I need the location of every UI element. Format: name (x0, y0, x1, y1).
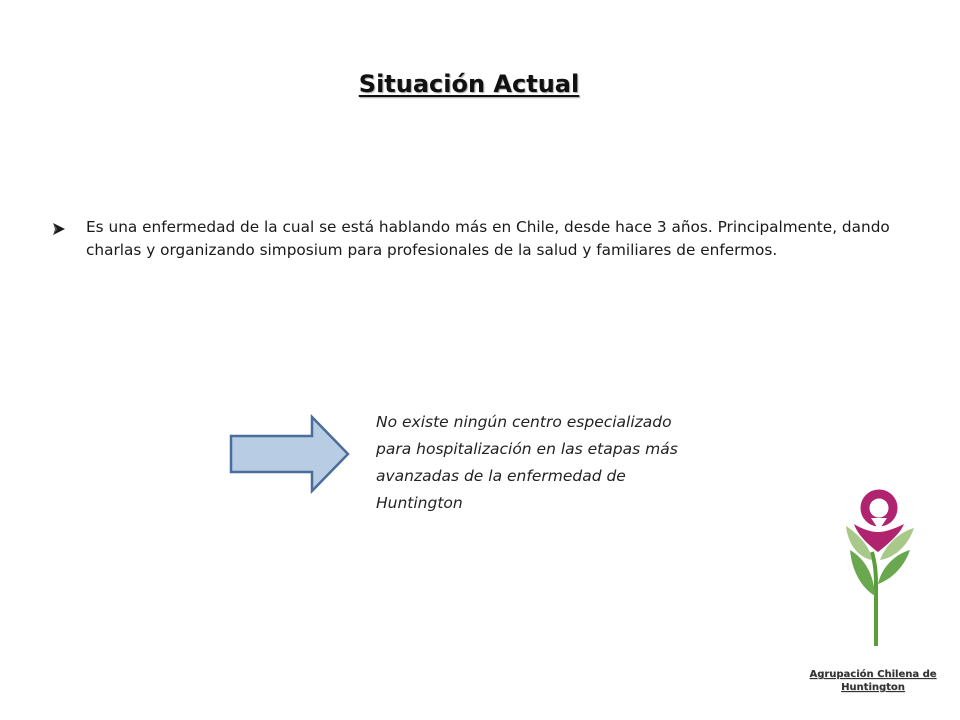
bullet-item (52, 216, 922, 262)
right-arrow-icon (228, 414, 352, 494)
callout-text: No existe ningún centro especializado para hospitalización en las etapas más avanzadas de la enfermedad de Huntington (376, 413, 678, 512)
logo-caption: Agrupación Chilena de Huntington (809, 669, 937, 693)
bullet-text: Es una enfermedad de la cual se está hablando más en Chile, desde hace 3 años. Principalmente, dando charlas y organizando simposium para profesionales de la salud y familiares de enfermos. (86, 218, 890, 259)
slide-title: Situación Actual (358, 70, 580, 98)
arrow-bullet-icon (52, 216, 86, 243)
flower-logo-icon (838, 488, 920, 650)
